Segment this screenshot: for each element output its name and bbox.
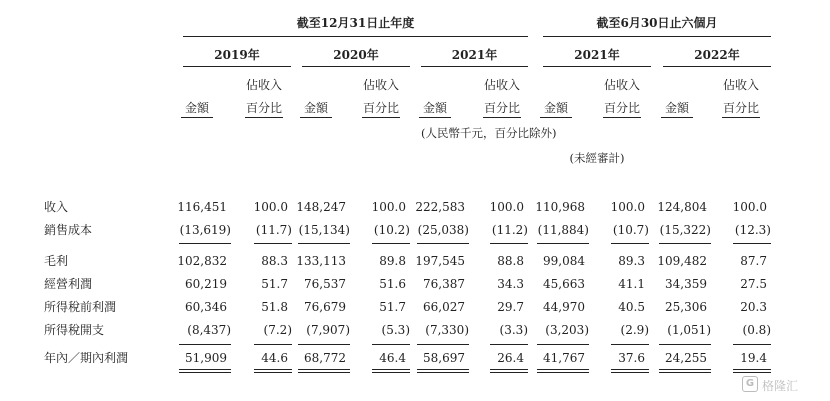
row-label: 經營利潤 — [44, 277, 93, 291]
col-header-amount: 金額 — [664, 101, 689, 115]
subtotal-rule — [611, 243, 649, 244]
total-rule-top — [298, 344, 350, 345]
cell-amount: 44,970 — [543, 300, 585, 314]
cell-percentage: (2.9) — [620, 323, 649, 337]
group-underline-six-months — [543, 36, 771, 37]
cell-percentage: 87.7 — [740, 254, 767, 268]
subtotal-rule — [372, 243, 410, 244]
cell-percentage: 34.3 — [497, 277, 524, 291]
cell-percentage: 51.7 — [261, 277, 288, 291]
cell-amount: 45,663 — [543, 277, 585, 291]
col-header-underline — [540, 117, 572, 118]
col-header-pct-line2: 百分比 — [483, 101, 520, 115]
cell-amount: (15,322) — [659, 223, 711, 237]
subtotal-rule — [254, 243, 292, 244]
total-double-rule — [490, 369, 528, 370]
total-rule-top — [490, 344, 528, 345]
col-header-pct-line1: 佔收入 — [483, 78, 520, 92]
year-header-2021: 2021年 — [451, 48, 498, 62]
cell-percentage: (10.7) — [612, 223, 649, 237]
col-header-underline — [661, 117, 693, 118]
row-label: 銷售成本 — [44, 223, 93, 237]
cell-percentage: (0.8) — [742, 323, 771, 337]
cell-percentage: 41.1 — [618, 277, 645, 291]
cell-percentage: 51.6 — [379, 277, 406, 291]
total-double-rule — [298, 372, 350, 373]
total-double-rule — [372, 372, 410, 373]
total-rule-top — [254, 344, 292, 345]
cell-amount: 60,219 — [185, 277, 227, 291]
total-double-rule — [254, 369, 292, 370]
cell-amount: (7,330) — [425, 323, 469, 337]
col-header-pct-line1: 佔收入 — [722, 78, 759, 92]
year-header-2022-h1: 2022年 — [694, 48, 740, 62]
total-rule-top — [417, 344, 469, 345]
cell-percentage: (10.2) — [373, 223, 410, 237]
total-double-rule — [179, 372, 231, 373]
col-header-pct-line2: 百分比 — [603, 101, 640, 115]
cell-amount: 99,084 — [543, 254, 585, 268]
total-rule-top — [659, 344, 711, 345]
cell-amount: (1,051) — [667, 323, 711, 337]
cell-percentage: 37.6 — [618, 351, 645, 365]
cell-amount: 25,306 — [665, 300, 707, 314]
total-rule-top — [733, 344, 771, 345]
cell-amount: 34,359 — [665, 277, 707, 291]
year-underline — [663, 66, 771, 67]
cell-amount: 148,247 — [296, 200, 346, 214]
cell-percentage: (11.2) — [491, 223, 528, 237]
total-double-rule — [659, 369, 711, 370]
total-rule-top — [372, 344, 410, 345]
group-header-fiscal-years: 截至12月31日止年度 — [296, 16, 415, 30]
cell-amount: 68,772 — [304, 351, 346, 365]
total-double-rule — [733, 369, 771, 370]
col-header-amount: 金額 — [303, 101, 328, 115]
total-double-rule — [179, 369, 231, 370]
cell-percentage: 88.8 — [497, 254, 524, 268]
col-header-pct-line1: 佔收入 — [245, 78, 282, 92]
cell-percentage: (11.7) — [255, 223, 292, 237]
row-label: 毛利 — [44, 254, 69, 268]
total-double-rule — [733, 372, 771, 373]
col-header-pct-line1: 佔收入 — [362, 78, 399, 92]
cell-percentage: 29.7 — [497, 300, 524, 314]
subtotal-rule — [490, 243, 528, 244]
cell-percentage: 51.7 — [379, 300, 406, 314]
total-double-rule — [611, 369, 649, 370]
cell-percentage: 89.3 — [618, 254, 645, 268]
year-header-2020: 2020年 — [333, 48, 379, 62]
cell-percentage: (12.3) — [734, 223, 771, 237]
cell-amount: 76,679 — [304, 300, 346, 314]
cell-amount: 110,968 — [535, 200, 585, 214]
col-header-underline — [181, 117, 213, 118]
cell-percentage: (3.3) — [499, 323, 528, 337]
total-double-rule — [537, 372, 589, 373]
watermark-logo-icon: G — [742, 376, 758, 392]
col-header-underline — [483, 117, 521, 118]
total-double-rule — [611, 372, 649, 373]
col-header-underline — [362, 117, 400, 118]
col-header-underline — [419, 117, 451, 118]
year-underline — [183, 66, 291, 67]
subtotal-rule — [659, 243, 711, 244]
col-header-pct-line2: 百分比 — [362, 101, 399, 115]
cell-amount: 222,583 — [415, 200, 465, 214]
cell-amount: (11,884) — [537, 223, 589, 237]
row-label: 年內／期內利潤 — [44, 351, 129, 365]
cell-percentage: 44.6 — [261, 351, 288, 365]
cell-amount: 76,537 — [304, 277, 346, 291]
total-rule-top — [179, 344, 231, 345]
cell-amount: (15,134) — [298, 223, 350, 237]
group-header-six-months: 截至6月30日止六個月 — [596, 16, 718, 30]
col-header-pct-line2: 百分比 — [722, 101, 759, 115]
subtotal-rule — [733, 243, 771, 244]
total-double-rule — [490, 372, 528, 373]
cell-amount: (8,437) — [187, 323, 231, 337]
year-underline — [302, 66, 410, 67]
total-double-rule — [417, 369, 469, 370]
year-header-2021-h1: 2021年 — [574, 48, 620, 62]
subtotal-rule — [417, 243, 469, 244]
cell-percentage: 46.4 — [379, 351, 406, 365]
cell-percentage: 26.4 — [497, 351, 524, 365]
col-header-underline — [300, 117, 332, 118]
cell-amount: 102,832 — [177, 254, 227, 268]
row-label: 所得稅前利潤 — [44, 300, 117, 314]
col-header-underline — [245, 117, 283, 118]
cell-percentage: 19.4 — [740, 351, 767, 365]
cell-amount: 116,451 — [177, 200, 227, 214]
total-rule-top — [537, 344, 589, 345]
total-rule-top — [611, 344, 649, 345]
cell-percentage: 100.0 — [610, 200, 645, 214]
group-underline-fiscal — [183, 36, 528, 37]
cell-amount: (3,203) — [545, 323, 589, 337]
cell-percentage: 27.5 — [740, 277, 767, 291]
cell-percentage: 51.8 — [261, 300, 288, 314]
unit-note: (人民幣千元，百分比除外) — [421, 126, 557, 140]
cell-percentage: (7.2) — [263, 323, 292, 337]
cell-amount: 66,027 — [423, 300, 465, 314]
total-double-rule — [254, 372, 292, 373]
cell-amount: 51,909 — [185, 351, 227, 365]
total-double-rule — [372, 369, 410, 370]
cell-amount: 133,113 — [296, 254, 346, 268]
cell-amount: (13,619) — [179, 223, 231, 237]
subtotal-rule — [179, 243, 231, 244]
total-double-rule — [417, 372, 469, 373]
col-header-amount: 金額 — [543, 101, 568, 115]
cell-amount: (7,907) — [306, 323, 350, 337]
year-underline — [543, 66, 651, 67]
cell-amount: (25,038) — [417, 223, 469, 237]
total-double-rule — [537, 369, 589, 370]
col-header-pct-line2: 百分比 — [245, 101, 282, 115]
total-double-rule — [659, 372, 711, 373]
cell-percentage: 88.3 — [261, 254, 288, 268]
col-header-underline — [603, 117, 641, 118]
row-label: 收入 — [44, 200, 69, 214]
cell-percentage: 100.0 — [732, 200, 767, 214]
total-double-rule — [298, 369, 350, 370]
col-header-pct-line1: 佔收入 — [603, 78, 640, 92]
subtotal-rule — [298, 243, 350, 244]
col-header-amount: 金額 — [184, 101, 209, 115]
col-header-amount: 金額 — [422, 101, 447, 115]
cell-percentage: 100.0 — [253, 200, 288, 214]
cell-amount: 197,545 — [415, 254, 465, 268]
year-underline — [421, 66, 528, 67]
cell-amount: 60,346 — [185, 300, 227, 314]
cell-amount: 41,767 — [543, 351, 585, 365]
row-label: 所得稅開支 — [44, 323, 105, 337]
cell-amount: 24,255 — [665, 351, 707, 365]
cell-percentage: 20.3 — [740, 300, 767, 314]
col-header-underline — [722, 117, 760, 118]
subtotal-rule — [537, 243, 589, 244]
watermark — [742, 376, 824, 394]
cell-amount: 124,804 — [657, 200, 707, 214]
cell-amount: 58,697 — [423, 351, 465, 365]
year-header-2019: 2019年 — [214, 48, 260, 62]
cell-amount: 76,387 — [423, 277, 465, 291]
cell-amount: 109,482 — [657, 254, 707, 268]
cell-percentage: 40.5 — [618, 300, 645, 314]
cell-percentage: 89.8 — [379, 254, 406, 268]
cell-percentage: (5.3) — [381, 323, 410, 337]
cell-percentage: 100.0 — [371, 200, 406, 214]
watermark-text: 格隆汇 — [762, 379, 799, 393]
unaudited-note: (未經審計) — [569, 151, 625, 165]
cell-percentage: 100.0 — [489, 200, 524, 214]
